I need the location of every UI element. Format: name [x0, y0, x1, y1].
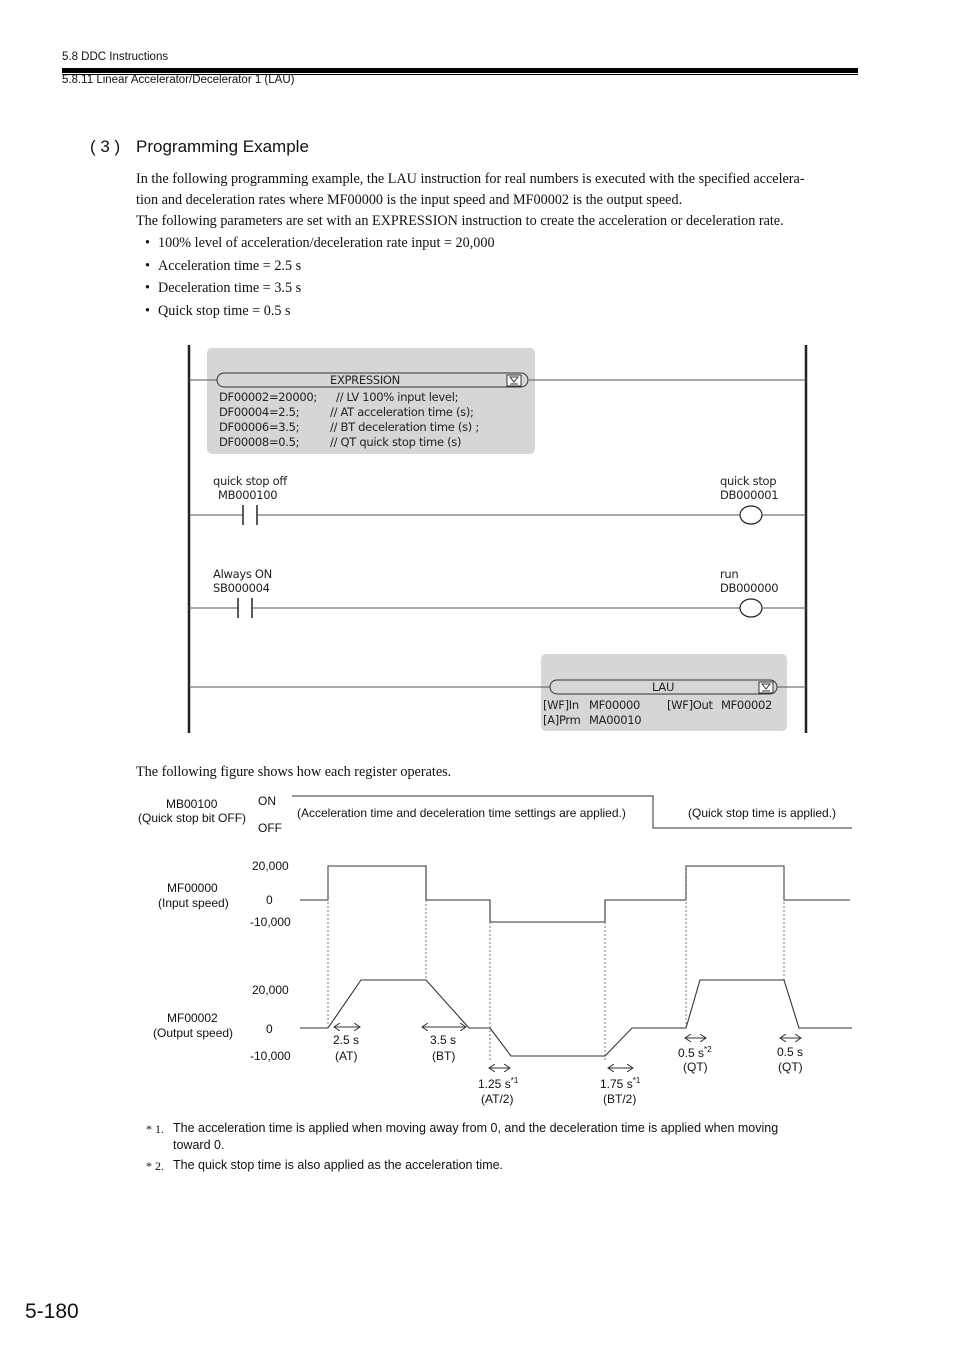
arrow-tag: (QT) [778, 1060, 803, 1074]
bullet-item: Deceleration time = 3.5 s [158, 280, 302, 296]
expression-code: DF00008=0.5; [219, 435, 300, 449]
arrow-tag: (AT) [335, 1049, 358, 1063]
expression-comment: // LV 100% input level; [336, 390, 459, 404]
coil-address: DB000001 [720, 488, 779, 502]
on-label: ON [258, 794, 276, 808]
expression-title: EXPRESSION [330, 373, 400, 387]
bullet-dot: • [145, 235, 150, 251]
input-speed-waveform [300, 866, 850, 922]
output-y-zero: 0 [266, 1022, 273, 1036]
contact-label: quick stop off [213, 474, 287, 488]
lau-title: LAU [652, 680, 675, 694]
arrow-value: 0.5 s [777, 1045, 804, 1059]
contact-address: SB000004 [213, 581, 270, 595]
footnote-mark: * 2. [146, 1159, 164, 1173]
footnote-text: The quick stop time is also applied as the acceleration time. [173, 1158, 504, 1172]
bullet-dot: • [145, 258, 150, 274]
mb-desc: (Quick stop bit OFF) [138, 811, 247, 825]
expression-code: DF00004=2.5; [219, 405, 300, 419]
input-y-max: 20,000 [252, 859, 289, 873]
bullet-item: Quick stop time = 0.5 s [158, 303, 291, 319]
input-y-zero: 0 [266, 893, 273, 907]
lau-in-value: MF00000 [589, 698, 641, 712]
arrow-value: 3.5 s [430, 1033, 457, 1047]
expression-comment: // QT quick stop time (s) [330, 435, 462, 449]
header-subsection: 5.8.11 Linear Accelerator/Decelerator 1 (LAU) [62, 74, 295, 86]
output-name: MF00002 [167, 1011, 218, 1025]
guide-lines [328, 866, 784, 1060]
lau-in-label: [WF]In [543, 698, 579, 712]
contact-address: MB000100 [218, 488, 278, 502]
lau-prm-label: [A]Prm [543, 713, 581, 727]
contact-label: Always ON [213, 567, 272, 581]
expression-code: DF00002=20000; [219, 390, 317, 404]
input-y-min: -10,000 [250, 915, 291, 929]
arrow-value: 1.75 $s^{*1}$ [600, 1076, 641, 1091]
bullet-item: Acceleration time = 2.5 s [158, 258, 302, 274]
arrow-value: 2.5 s [333, 1033, 360, 1047]
expression-comment: // AT acceleration time (s); [330, 405, 474, 419]
arrow-tag: (QT) [683, 1060, 708, 1074]
lau-out-label: [WF]Out [667, 698, 713, 712]
arrow-value: 1.25 $s^{*1}$ [478, 1076, 519, 1091]
footnote-mark: * 1. [146, 1122, 164, 1136]
bullet-item: 100% level of acceleration/deceleration rate input = 20,000 [158, 235, 495, 251]
arrow-tag: (BT/2) [603, 1092, 637, 1106]
expression-comment: // BT deceleration time (s) ; [330, 420, 479, 434]
footnote-text: The acceleration time is applied when moving away from 0, and the deceleration time is applied when moving [173, 1121, 779, 1135]
lau-prm-value: MA00010 [589, 713, 642, 727]
intro-line-3: The following parameters are set with an EXPRESSION instruction to create the acceleration or deceleration rate. [136, 213, 784, 229]
intro-line-1: In the following programming example, the LAU instruction for real numbers is executed with the specified accelera- [136, 171, 805, 187]
arrow-tag: (BT) [432, 1049, 456, 1063]
footnote-text: toward 0. [173, 1138, 225, 1152]
arrow-value: 0.5 $s^{*2}$ [678, 1045, 712, 1060]
note-on: (Acceleration time and deceleration time settings are applied.) [297, 806, 626, 820]
coil-address: DB000000 [720, 581, 779, 595]
output-speed-waveform [300, 980, 852, 1056]
mb-name: MB00100 [166, 797, 218, 811]
off-label: OFF [258, 821, 282, 835]
coil-label: run [720, 567, 739, 581]
output-y-min: -10,000 [250, 1049, 291, 1063]
input-desc: (Input speed) [158, 896, 229, 910]
output-y-max: 20,000 [252, 983, 289, 997]
heading-title: Programming Example [136, 137, 309, 156]
bullet-dot: • [145, 303, 150, 319]
bullet-dot: • [145, 280, 150, 296]
arrow-tag: (AT/2) [481, 1092, 514, 1106]
lau-out-value: MF00002 [721, 698, 773, 712]
note-off: (Quick stop time is applied.) [688, 806, 837, 820]
input-name: MF00000 [167, 881, 218, 895]
header-section: 5.8 DDC Instructions [62, 51, 169, 63]
expression-code: DF00006=3.5; [219, 420, 300, 434]
heading-number: ( 3 ) [90, 137, 121, 156]
coil-label: quick stop [720, 474, 777, 488]
intro-line-2: tion and deceleration rates where MF00000 is the input speed and MF00002 is the output speed. [136, 192, 683, 208]
page-number: 5-180 [25, 1300, 79, 1323]
time-arrows [334, 1027, 804, 1068]
output-desc: (Output speed) [153, 1026, 234, 1040]
figure-caption: The following figure shows how each register operates. [136, 764, 452, 780]
